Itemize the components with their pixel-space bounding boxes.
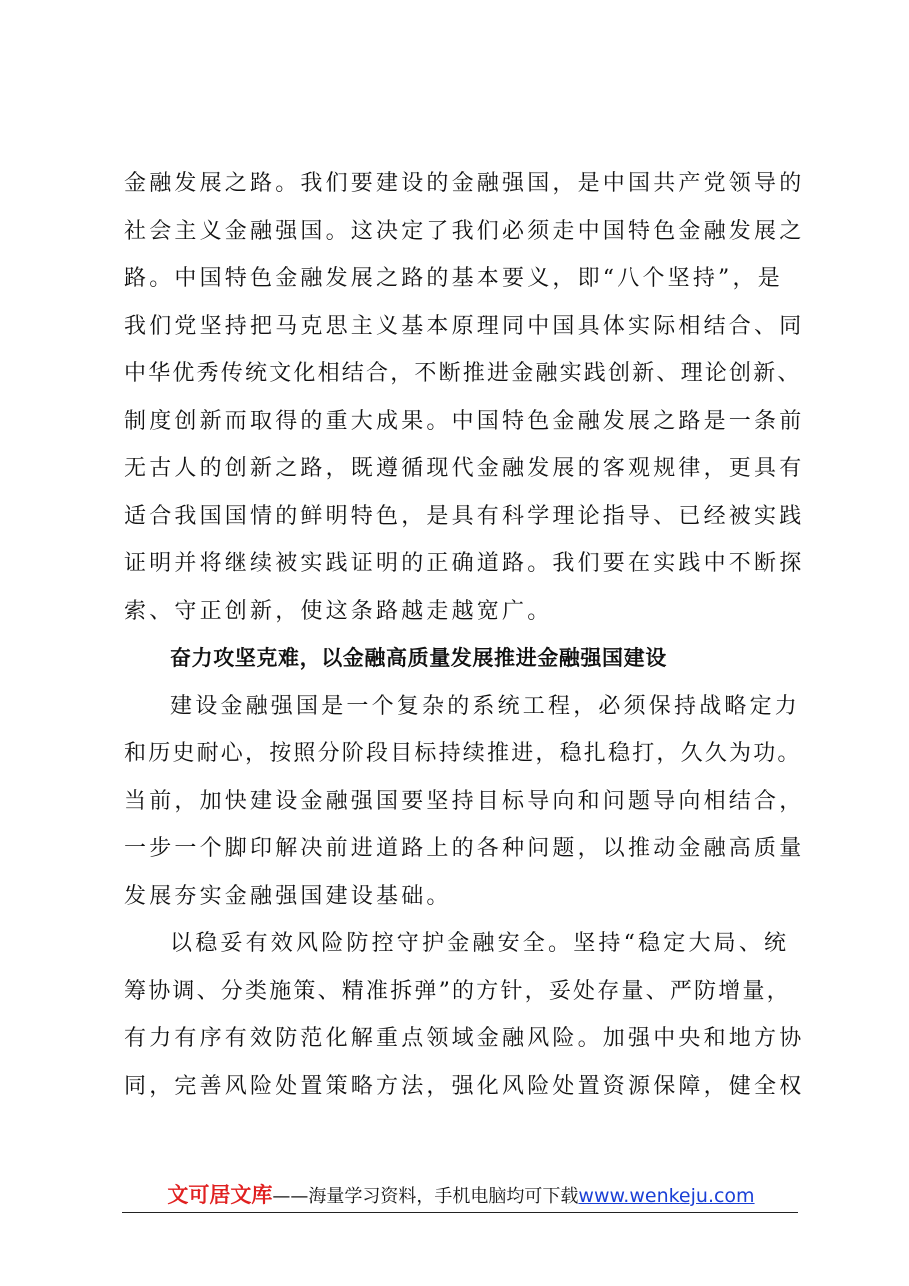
- text-line: 和历史耐心，按照分阶段目标持续推进，稳扎稳打，久久为功。: [124, 741, 802, 766]
- text-line: 筹协调、分类施策、精准拆弹”的方针，妥处存量、严防增量，: [124, 978, 791, 1004]
- text-line: 索、守正创新，使这条路越走越宽广。: [124, 598, 553, 624]
- text-line: 同，完善风险处置策略方法，强化风险处置资源保障，健全权: [124, 1073, 805, 1099]
- text-line: 路。中国特色金融发展之路的基本要义，即“八个坚持”，是: [124, 266, 783, 291]
- text-line: 中华优秀传统文化相结合，不断推进金融实践创新、理论创新、: [124, 361, 802, 386]
- text-line: 发展夯实金融强国建设基础。: [124, 883, 452, 909]
- page-footer: [124, 1180, 798, 1212]
- footer-url-link[interactable]: www.wenkeju.com: [578, 1185, 755, 1207]
- text-line: 我们党坚持把马克思主义基本原理同中国具体实际相结合、同: [124, 313, 805, 339]
- document-body: [124, 160, 804, 1110]
- footer-tagline: ——海量学习资料，手机电脑均可下载: [272, 1186, 579, 1207]
- text-line: 建设金融强国是一个复杂的系统工程，必须保持战略定力: [170, 693, 801, 719]
- text-line: 当前，加快建设金融强国要坚持目标导向和问题导向相结合，: [124, 788, 805, 814]
- section-heading: 奋力攻坚克难，以金融高质量发展推进金融强国建设: [170, 646, 667, 670]
- footer-divider: [122, 1212, 798, 1213]
- text-line: 社会主义金融强国。这决定了我们必须走中国特色金融发展之: [124, 218, 805, 244]
- text-line: 无古人的创新之路，既遵循现代金融发展的客观规律，更具有: [124, 456, 805, 481]
- text-line: 一步一个脚印解决前进道路上的各种问题，以推动金融高质量: [124, 836, 805, 861]
- text-line: 以稳妥有效风险防控守护金融安全。坚持“稳定大局、统: [170, 931, 790, 956]
- text-line: 金融发展之路。我们要建设的金融强国，是中国共产党领导的: [124, 171, 805, 196]
- text-line: 有力有序有效防范化解重点领域金融风险。加强中央和地方协: [124, 1026, 805, 1051]
- footer-brand: 文可居文库: [167, 1183, 273, 1207]
- text-line: 证明并将继续被实践证明的正确道路。我们要在实践中不断探: [124, 551, 805, 576]
- text-line: 制度创新而取得的重大成果。中国特色金融发展之路是一条前: [124, 408, 805, 434]
- text-line: 适合我国国情的鲜明特色，是具有科学理论指导、已经被实践: [124, 503, 805, 529]
